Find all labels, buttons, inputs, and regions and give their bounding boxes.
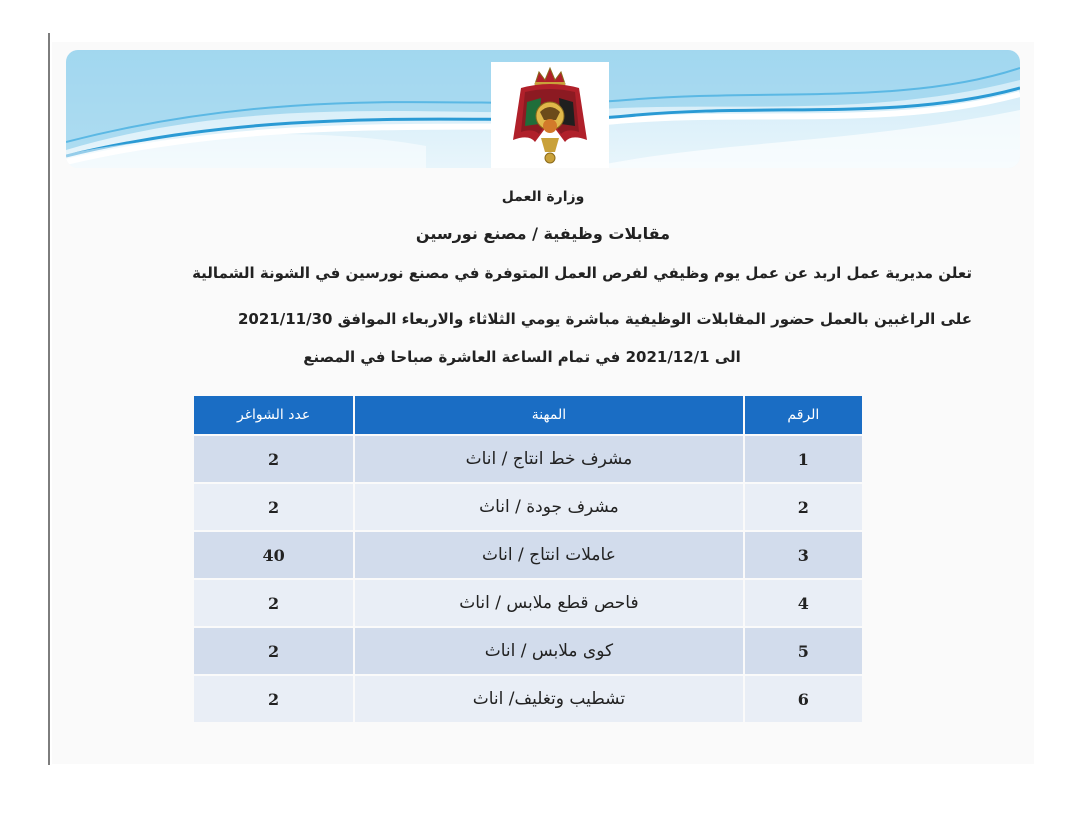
vacancies-table [192, 394, 864, 724]
header-vacancies: عدد الشواغر [193, 395, 354, 435]
table-row [193, 627, 863, 675]
announcement-line-2: على الراغبين بالعمل حضور المقابلات الوظيفية مباشرة يومي الثلاثاء والاربعاء الموافق 2021/11/30 [237, 310, 972, 328]
jordan-emblem-icon [491, 62, 609, 168]
row-number: 5 [744, 627, 863, 675]
header-job: المهنة [354, 395, 743, 435]
announcement-document [52, 42, 1034, 764]
announcement-heading: مقابلات وظيفية / مصنع نورسين [415, 224, 671, 243]
row-job: مشرف جودة / اناث [354, 483, 743, 531]
row-number: 6 [744, 675, 863, 723]
row-number: 2 [744, 483, 863, 531]
row-vacancies: 2 [193, 579, 354, 627]
table-header-row [193, 395, 863, 435]
left-divider [48, 33, 50, 765]
row-job: تشطيب وتغليف/ اناث [354, 675, 743, 723]
table-row [193, 483, 863, 531]
table-row [193, 675, 863, 723]
emblem-container [491, 62, 609, 168]
header-banner [66, 50, 1020, 168]
row-job: مشرف خط انتاج / اناث [354, 435, 743, 483]
row-number: 4 [744, 579, 863, 627]
row-vacancies: 2 [193, 675, 354, 723]
ministry-title: وزارة العمل [501, 189, 585, 205]
announcement-line-3: الى 2021/12/1 في تمام الساعة العاشرة صباحا في المصنع [303, 348, 741, 366]
table-row [193, 531, 863, 579]
row-job: كوى ملابس / اناث [354, 627, 743, 675]
row-vacancies: 2 [193, 483, 354, 531]
header-number: الرقم [744, 395, 863, 435]
row-vacancies: 40 [193, 531, 354, 579]
row-vacancies: 2 [193, 627, 354, 675]
announcement-line-1: تعلن مديرية عمل اربد عن عمل يوم وظيفي لفرص العمل المتوفرة في مصنع نورسين في الشونة الشمالية [192, 264, 972, 282]
row-job: فاحص قطع ملابس / اناث [354, 579, 743, 627]
row-number: 1 [744, 435, 863, 483]
row-number: 3 [744, 531, 863, 579]
table-row [193, 435, 863, 483]
row-vacancies: 2 [193, 435, 354, 483]
row-job: عاملات انتاج / اناث [354, 531, 743, 579]
table-row [193, 579, 863, 627]
